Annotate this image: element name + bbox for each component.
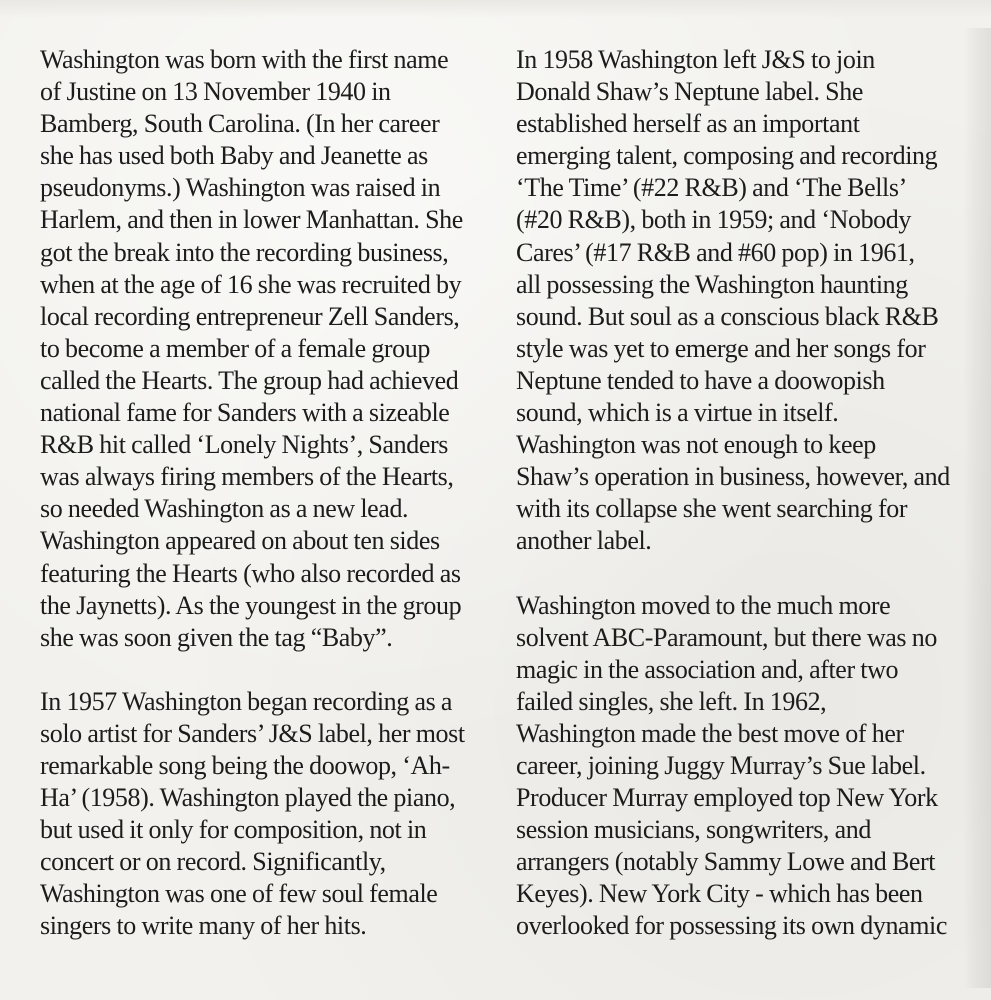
paragraph-birth-and-early-career: Washington was born with the first name of Justine on 13 November 1940 in Bamberg, South Carolina. (In her career she has used both Baby and Jeanette as pseudonyms.) Washington was raised in Harlem, and then in lower Manhattan. She got the break into the recording business, when at the age of 16 she was recruited by local recording entrepreneur Zell Sanders, to become a member of a female group called the Hearts. The group had achieved national fame for Sanders with a sizeable R&B hit called ‘Lonely Nights’, Sanders was always firing members of the Hearts, so needed Washington as a new lead. Washington appeared on about ten sides featuring the Hearts (who also recorded as the Jaynetts). As the youngest in the group she was soon given the tag “Baby”. bbox=[40, 45, 463, 652]
paragraph-abc-and-sue-label: Washington moved to the much more solvent ABC-Paramount, but there was no magic in the association and, after two failed singles, she left. In 1962, Washington made the best move of her career, joining Juggy Murray’s Sue label. Producer Murray employed top New York session musicians, songwriters, and arrangers (notably Sammy Lowe and Bert Keyes). New York City - which has been overlooked for possessing its own dynamic bbox=[516, 590, 947, 941]
page-edge-shadow bbox=[963, 28, 991, 988]
right-column bbox=[516, 44, 966, 943]
paragraph-solo-career-1957: In 1957 Washington began recording as a solo artist for Sanders’ J&S label, her most remarkable song being the doowop, ‘Ah- Ha’ (1958). Washington played the piano, but used it only for composition, not in concert or on record. Significantly, Washington was one of few soul female singers to write many of her hits. bbox=[40, 686, 465, 941]
left-column bbox=[40, 44, 488, 943]
page-top-edge bbox=[0, 0, 991, 18]
paragraph-neptune-label: In 1958 Washington left J&S to join Donald Shaw’s Neptune label. She established herself as an important emerging talent, composing and recording ‘The Time’ (#22 R&B) and ‘The Bells’ (#20 R&B), both in 1959; and ‘Nobody Cares’ (#17 R&B and #60 pop) in 1961, all possessing the Washington haunting sound. But soul as a conscious black R&B style was yet to emerge and her songs for Neptune tended to have a doowopish sound, which is a virtue in itself. Washington was not enough to keep Shaw’s operation in business, however, and with its collapse she went searching for another label. bbox=[516, 45, 950, 556]
